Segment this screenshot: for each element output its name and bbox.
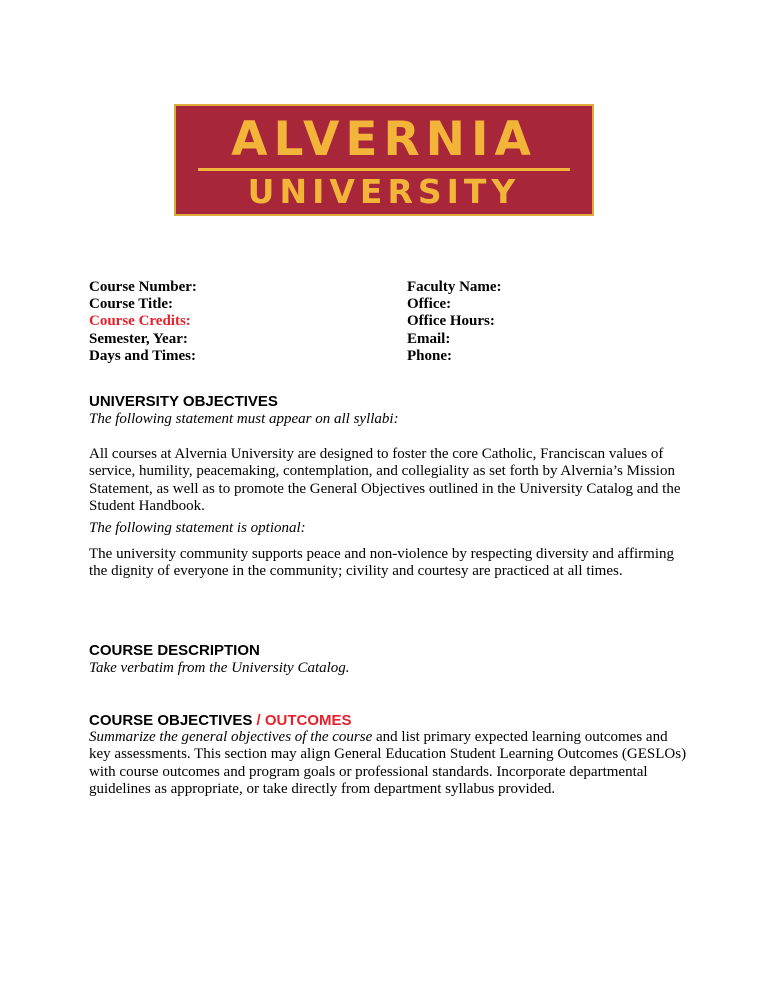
- course-info-right: [407, 279, 502, 365]
- logo-line-university: UNIVERSITY: [247, 172, 521, 211]
- university-objectives-heading: UNIVERSITY OBJECTIVES: [89, 393, 278, 410]
- course-objectives-body: [89, 729, 689, 798]
- email-label: Email:: [407, 330, 451, 347]
- university-logo: [174, 104, 594, 216]
- university-objectives-statement: All courses at Alvernia University are designed to foster the core Catholic, Franciscan values of service, humility, peacemaking, contemplation, and collegiality as set forth by Alvernia’s Mission Statement, as well as to promote the General Objectives outlined in the University Catalog and the Student Handbook.: [89, 446, 681, 514]
- course-description-note: Take verbatim from the University Catalog.: [89, 660, 350, 676]
- days-times-label: Days and Times:: [89, 347, 196, 364]
- course-title-label: Course Title:: [89, 296, 174, 313]
- course-objectives-text: and list primary expected learning outcomes and key assessments. This section may align General Education Student Learning Outcomes (GESLOs) with course outcomes and program goals or professional standards. Incorporate departmental guidelines as appropriate, or take directly from department syllabus provided.: [89, 729, 687, 797]
- office-label: Office:: [407, 296, 452, 313]
- course-objectives-heading-main: COURSE OBJECTIVES: [89, 712, 253, 729]
- course-objectives-heading: [89, 712, 352, 729]
- optional-statement: The university community supports peace and non-violence by respecting diversity and affirming the dignity of everyone in the community; civility and courtesy are practiced at all times.: [89, 546, 674, 580]
- course-number-label: Course Number:: [89, 279, 197, 295]
- office-hours-label: Office Hours:: [407, 313, 495, 330]
- course-objectives-intro: Summarize the general objectives of the course: [89, 729, 373, 745]
- logo-divider: [198, 168, 570, 171]
- course-description-heading: COURSE DESCRIPTION: [89, 642, 260, 659]
- phone-label: Phone:: [407, 347, 452, 364]
- semester-year-label: Semester, Year:: [89, 330, 188, 347]
- course-info-left: [89, 279, 197, 365]
- faculty-name-label: Faculty Name:: [407, 279, 502, 295]
- logo-line-alvernia: ALVERNIA: [231, 112, 537, 167]
- optional-statement-note: The following statement is optional:: [89, 520, 306, 536]
- outcomes-heading-suffix: / OUTCOMES: [256, 712, 352, 729]
- required-statement-note: The following statement must appear on all syllabi:: [89, 411, 399, 427]
- course-credits-label: Course Credits:: [89, 313, 191, 330]
